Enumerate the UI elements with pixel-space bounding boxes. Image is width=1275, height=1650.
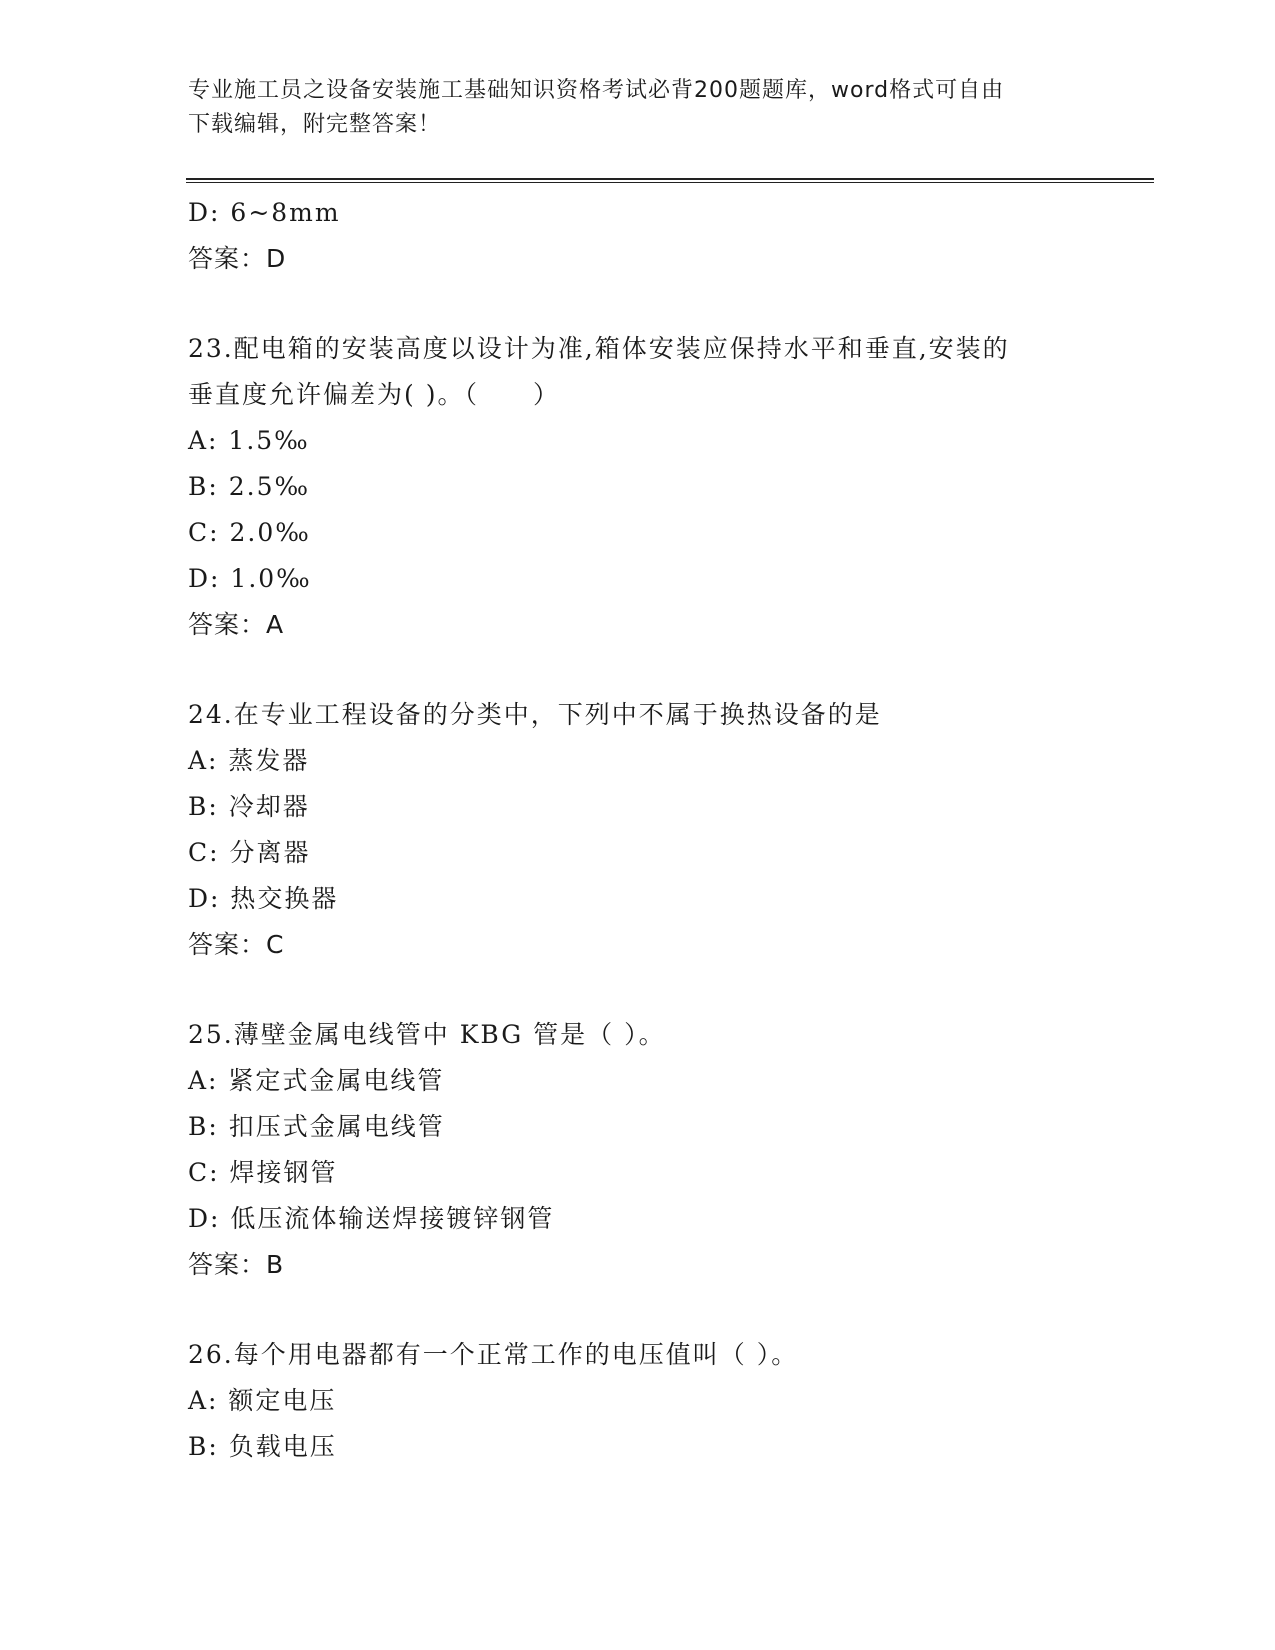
document-header	[188, 74, 1068, 142]
option-d: D: 低压流体输送焊接镀锌钢管	[188, 1204, 555, 1233]
option-d: D: 1.0‰	[188, 564, 312, 593]
header-line-2: 下载编辑，附完整答案！	[188, 112, 442, 137]
option-a: A: 1.5‰	[188, 426, 310, 455]
spacer	[188, 968, 1088, 1012]
header-divider-thick	[186, 178, 1154, 180]
question-stem: 24.在专业工程设备的分类中，下列中不属于换热设备的是	[188, 700, 882, 729]
question-22	[188, 190, 1088, 282]
header-divider-thin	[186, 182, 1154, 183]
answer: 答案：C	[188, 930, 285, 959]
option-b: B: 冷却器	[188, 792, 310, 821]
spacer	[188, 1288, 1088, 1332]
answer: 答案：A	[188, 610, 285, 639]
question-stem: 26.每个用电器都有一个正常工作的电压值叫（ ）。	[188, 1340, 799, 1369]
question-24	[188, 692, 1088, 968]
question-stem: 25.薄壁金属电线管中 KBG 管是（ ）。	[188, 1020, 666, 1049]
question-stem-line-2: 垂直度允许偏差为( )。（ ）	[188, 380, 560, 409]
option-c: C: 分离器	[188, 838, 311, 867]
option-c: C: 焊接钢管	[188, 1158, 338, 1187]
option-c: C: 2.0‰	[188, 518, 311, 547]
option-a: A: 蒸发器	[188, 746, 310, 775]
header-line-1: 专业施工员之设备安装施工基础知识资格考试必背200题题库，word格式可自由	[188, 78, 1005, 103]
option-b: B: 2.5‰	[188, 472, 311, 501]
question-list	[188, 190, 1088, 1470]
question-23	[188, 326, 1088, 648]
question-stem-line-1: 23.配电箱的安装高度以设计为准,箱体安装应保持水平和垂直,安装的	[188, 334, 1010, 363]
answer: 答案：B	[188, 1250, 285, 1279]
option-a: A: 紧定式金属电线管	[188, 1066, 445, 1095]
spacer	[188, 648, 1088, 692]
answer: 答案：D	[188, 244, 287, 273]
question-25	[188, 1012, 1088, 1288]
option-d: D: 6~8mm	[188, 198, 341, 227]
option-b: B: 扣压式金属电线管	[188, 1112, 445, 1141]
option-a: A: 额定电压	[188, 1386, 337, 1415]
spacer	[188, 282, 1088, 326]
option-b: B: 负载电压	[188, 1432, 337, 1461]
option-d: D: 热交换器	[188, 884, 339, 913]
question-26	[188, 1332, 1088, 1470]
